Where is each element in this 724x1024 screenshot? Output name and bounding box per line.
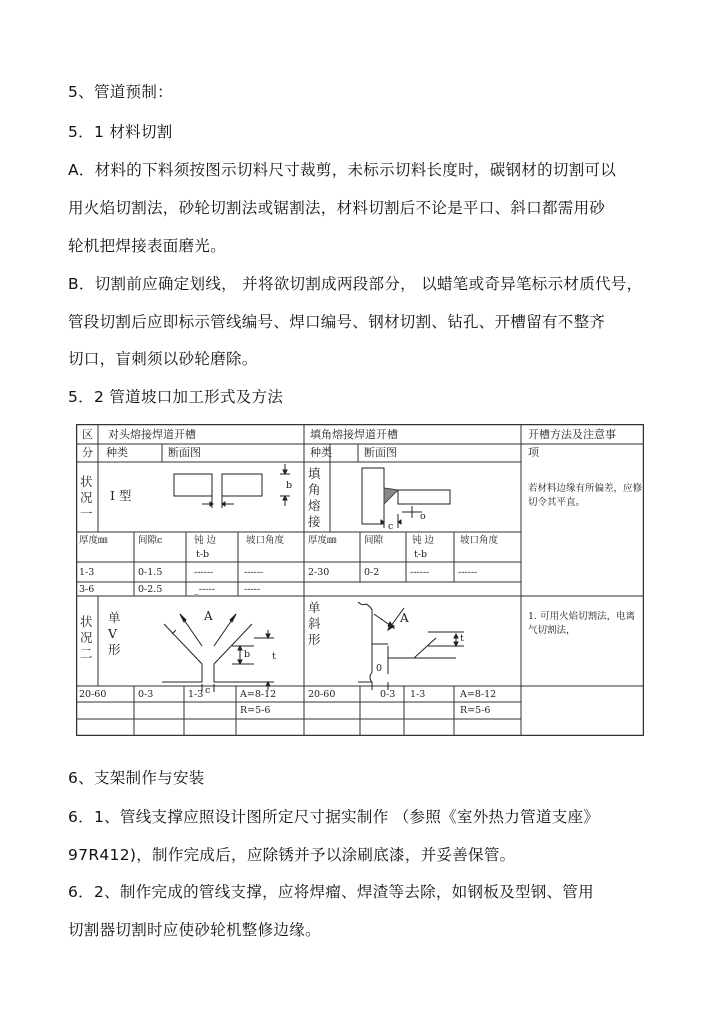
row1-angle-2: ------ xyxy=(458,567,478,578)
row3-thickness-2: 20-60 xyxy=(308,689,336,700)
label-t-bevel: t xyxy=(460,633,464,644)
header-section-1: 断面图 xyxy=(168,446,201,459)
row4-radius-2: R=5-6 xyxy=(460,705,491,716)
heading-5-2-bevel-methods: 5．2 管道坡口加工形式及方法 xyxy=(68,388,284,406)
row3-gap: 0-3 xyxy=(138,689,154,700)
single-bevel-section-drawing xyxy=(358,602,464,690)
note-1: 若材料边缘有所偏差，应修切令其平直。 xyxy=(528,483,643,508)
label-o-fillet: o xyxy=(420,511,426,522)
paragraph-6-1-line1: 6．1、管线支撑应照设计图所定尺寸据实制作 （参照《室外热力管道支座》 xyxy=(68,808,600,826)
row2-angle: ----- xyxy=(244,584,261,595)
fillet-type-label: 填角熔接 xyxy=(308,466,321,529)
condition-1-label: 状况一 xyxy=(80,474,93,521)
label-a-v: A xyxy=(204,609,213,623)
row4-radius: R=5-6 xyxy=(240,705,271,716)
header-fen: 分 xyxy=(82,446,93,459)
paragraph-a-line2: 用火焰切割法，砂轮切割法或锯割法，材料切割后不论是平口、斜口都需用砂 xyxy=(68,199,606,217)
row2-blunt: _----- xyxy=(194,584,215,595)
row1-blunt-2: ------ xyxy=(410,567,430,578)
row2-thickness: 3-6 xyxy=(79,584,95,595)
header-fillet-weld: 填角熔接焊道开槽 xyxy=(310,428,398,441)
condition-2-label: 状况二 xyxy=(80,614,93,661)
row1-thickness-2: 2-30 xyxy=(308,567,330,578)
col-angle-2: 坡口角度 xyxy=(460,535,499,546)
row1-angle: ------ xyxy=(244,567,264,578)
label-b-i: b xyxy=(286,480,293,491)
row3-angle: A=8-12 xyxy=(240,689,277,700)
row1-blunt: ------ xyxy=(194,567,214,578)
label-zero-bevel: 0 xyxy=(376,663,383,674)
label-c-v: c xyxy=(205,685,211,696)
bevel-table-grid xyxy=(76,424,644,736)
header-kind-1: 种类 xyxy=(106,446,128,459)
paragraph-b-line1: B．切割前应确定划线， 并将欲切割成两段部分， 以蜡笔或奇异笔标示材质代号， xyxy=(68,275,643,293)
row3-angle-2: A=8-12 xyxy=(460,689,497,700)
col-blunt-2b: t-b xyxy=(414,549,428,560)
heading-5-1-material-cutting: 5．1 材料切割 xyxy=(68,123,173,141)
row3-thickness: 20-60 xyxy=(79,689,107,700)
col-blunt-1: 钝 边 xyxy=(194,535,217,546)
note-2: 1. 可用火焰切割法，电离气切割法， xyxy=(528,611,636,636)
row1-gap-2: 0-2 xyxy=(364,567,380,578)
col-blunt-2: 钝 边 xyxy=(412,535,435,546)
i-type-section-drawing xyxy=(174,464,293,508)
heading-6-support: 6、支架制作与安装 xyxy=(68,769,205,787)
label-b-v: b xyxy=(244,649,251,660)
header-kind-2: 种类 xyxy=(310,446,332,459)
header-section-2: 断面图 xyxy=(364,446,397,459)
heading-5-pipe-prefab: 5、管道预制： xyxy=(68,83,173,101)
single-bevel-label: 单斜形 xyxy=(308,600,321,647)
label-t-v: t xyxy=(272,651,276,662)
col-thickness-1: 厚度㎜ xyxy=(79,535,108,546)
row3-blunt-2: 1-3 xyxy=(410,689,426,700)
row1-thickness: 1-3 xyxy=(79,567,95,578)
paragraph-a-line3: 轮机把焊接表面磨光。 xyxy=(68,237,227,255)
paragraph-6-2-line1: 6．2、制作完成的管线支撑，应将焊瘤、焊渣等去除，如钢板及型钢、管用 xyxy=(68,883,594,901)
header-method: 开槽方法及注意事 xyxy=(528,428,616,441)
paragraph-a-line1: A．材料的下料须按图示切料尺寸裁剪，未标示切料长度时，碳钢材的切割可以 xyxy=(68,161,617,179)
label-c-fillet: c xyxy=(388,521,394,532)
paragraph-b-line3: 切口，盲刺须以砂轮磨除。 xyxy=(68,350,258,368)
row3-blunt: 1-3 xyxy=(188,689,204,700)
single-v-section-drawing xyxy=(162,614,274,692)
row1-gap: 0-1.5 xyxy=(138,567,163,578)
col-gap-2: 间隙 xyxy=(364,535,384,546)
bevel-table xyxy=(76,424,644,736)
col-blunt-1b: t-b xyxy=(196,549,210,560)
header-butt-weld: 对头熔接焊道开槽 xyxy=(108,428,196,441)
paragraph-b-line2: 管段切割后应即标示管线编号、焊口编号、钢材切割、钻孔、开槽留有不整齐 xyxy=(68,313,606,331)
row3-gap-2: 0-3 xyxy=(380,689,396,700)
col-angle-1: 坡口角度 xyxy=(246,535,285,546)
single-v-label: 单V形 xyxy=(108,610,121,657)
i-type-label: I 型 xyxy=(110,488,132,503)
paragraph-6-1-line2: 97R412)，制作完成后，应除锈并予以涂刷底漆，并妥善保管。 xyxy=(68,846,516,864)
row2-gap: 0-2.5 xyxy=(138,584,163,595)
header-qu: 区 xyxy=(82,428,93,441)
paragraph-6-2-line2: 切割器切割时应使砂轮机整修边缘。 xyxy=(68,921,321,939)
label-a-bevel: A xyxy=(400,611,409,625)
fillet-section-drawing xyxy=(362,468,450,528)
col-thickness-2: 厚度㎜ xyxy=(308,535,337,546)
col-gap-1: 间隙c xyxy=(138,535,163,546)
header-method-2: 项 xyxy=(528,446,539,459)
